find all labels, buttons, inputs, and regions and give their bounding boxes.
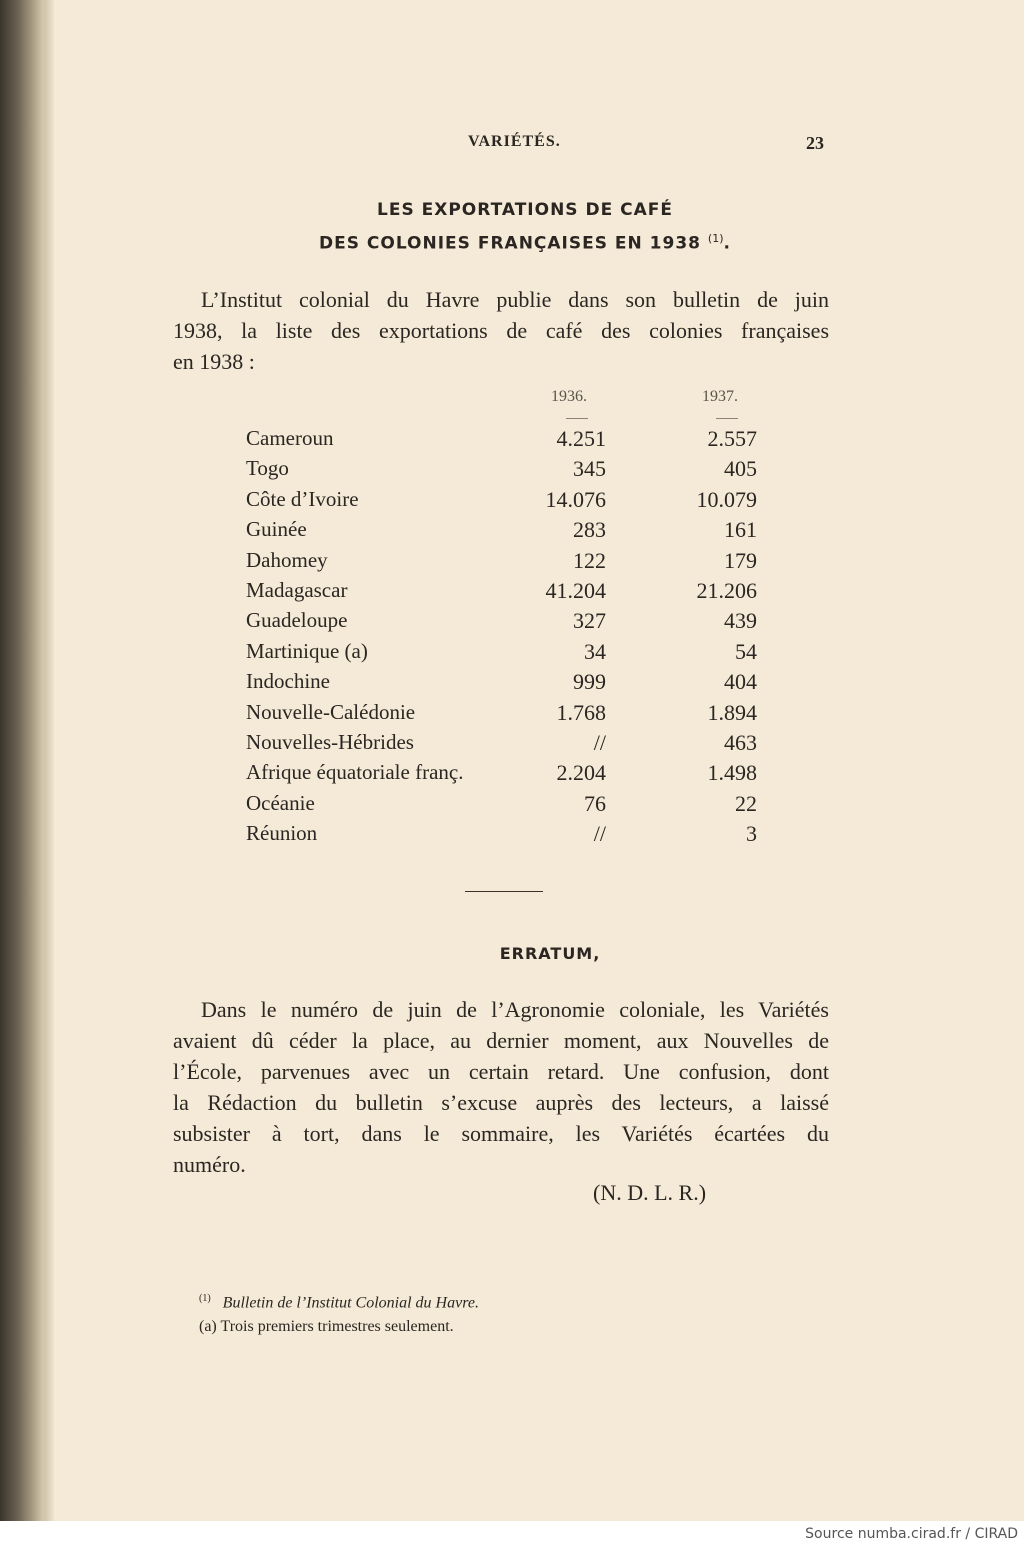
value-1936: 34 [584, 638, 606, 664]
column-header-1936: 1936. [551, 388, 587, 405]
footnote-a-mark: (a) [199, 1318, 217, 1335]
value-1936: // [593, 821, 606, 847]
value-1936: 41.204 [545, 578, 606, 603]
erratum-title: ERRATUM, [499, 944, 601, 963]
editorial-signature: (N. D. L. R.) [593, 1180, 707, 1205]
table-row [0, 760, 1024, 790]
section-divider [465, 891, 543, 892]
footnote-1-mark: (1) [199, 1293, 211, 1304]
colony-name [246, 760, 503, 785]
table-row [0, 487, 1024, 517]
colony-label: Océanie [246, 790, 315, 815]
colony-label: Réunion [246, 821, 318, 846]
colony-name [246, 426, 503, 451]
colony-label: Martinique (a) [246, 638, 368, 663]
header-rule-1936 [566, 418, 588, 419]
colony-name [246, 608, 503, 633]
table-row [0, 548, 1024, 578]
erratum-line-4: la Rédaction du bulletin s’excuse auprès des lecteurs, a laissé [173, 1090, 829, 1115]
value-1936: 1.768 [556, 699, 606, 725]
article-title-line-2 [200, 232, 850, 254]
colony-name [246, 700, 503, 725]
value-1937: 10.079 [696, 486, 757, 512]
running-head: VARIÉTÉS. [468, 133, 561, 150]
table-row [0, 517, 1024, 547]
colony-label: Dahomey [246, 547, 328, 572]
footnote-1-text: Bulletin de l’Institut Colonial du Havre. [222, 1294, 479, 1312]
colony-name [246, 487, 503, 512]
intro-line-2: 1938, la liste des exportations de café des colonies françaises [173, 318, 829, 343]
erratum-line-3: l’École, parvenues avec un certain retard. Une confusion, dont [173, 1059, 829, 1084]
page-number: 23 [806, 133, 824, 153]
value-1936: 122 [573, 547, 606, 573]
colony-label: Afrique équatoriale franç. [246, 760, 464, 785]
column-header-1937: 1937. [702, 388, 738, 405]
value-1936: 4.251 [556, 426, 606, 451]
article-title-line-1: LES EXPORTATIONS DE CAFÉ [377, 200, 673, 220]
colony-name [246, 548, 503, 573]
colony-name [246, 517, 503, 542]
table-row [0, 578, 1024, 608]
table-row [0, 791, 1024, 821]
value-1936: // [593, 730, 606, 755]
colony-name [246, 456, 503, 481]
colony-label: Togo [246, 456, 289, 481]
colony-name [246, 639, 503, 664]
colony-label: Côte d’Ivoire [246, 486, 359, 511]
colony-name [246, 730, 503, 755]
erratum-line-1 [173, 994, 829, 1025]
erratum-line-6: numéro. [173, 1152, 246, 1177]
article-title-text: DES COLONIES FRANÇAISES EN 1938 [319, 233, 701, 254]
table-row [0, 821, 1024, 851]
value-1937: 463 [724, 730, 757, 755]
footnote-a [199, 1318, 454, 1336]
footnote-1 [199, 1293, 479, 1312]
value-1936: 14.076 [545, 486, 606, 512]
table-row [0, 608, 1024, 638]
colony-label: Nouvelles-Hébrides [246, 730, 414, 754]
value-1936: 283 [573, 517, 606, 543]
source-credit: Source numba.cirad.fr / CIRAD [805, 1526, 1018, 1542]
colony-label: Guadeloupe [246, 608, 348, 633]
value-1936: 327 [573, 608, 606, 634]
erratum-text-1: Dans le numéro de juin de l’Agronomie coloniale, les Variétés [201, 997, 829, 1022]
colony-label: Madagascar [246, 578, 348, 602]
table-row [0, 730, 1024, 760]
colony-name [246, 669, 503, 694]
value-1937: 1.498 [707, 760, 757, 786]
erratum-line-5: subsister à tort, dans le sommaire, les Variétés écartées du [173, 1121, 829, 1146]
footnote-a-text: Trois premiers trimestres seulement. [220, 1318, 454, 1335]
table-row [0, 426, 1024, 456]
value-1936: 345 [573, 456, 606, 482]
table-row [0, 456, 1024, 486]
value-1937: 3 [746, 821, 757, 847]
colony-name [246, 578, 503, 603]
value-1936: 76 [584, 790, 606, 816]
value-1937: 179 [724, 547, 757, 573]
header-rule-1937 [716, 418, 738, 419]
value-1937: 161 [724, 517, 757, 543]
colony-label: Nouvelle-Calédonie [246, 699, 416, 724]
value-1937: 21.206 [696, 578, 757, 603]
value-1937: 54 [735, 638, 757, 664]
table-row [0, 669, 1024, 699]
colony-label: Cameroun [246, 426, 334, 450]
title-footnote-ref: (1) [707, 232, 724, 245]
erratum-line-2: avaient dû céder la place, au dernier moment, aux Nouvelles de [173, 1028, 829, 1053]
intro-line-3: en 1938 : [173, 349, 255, 374]
table-row [0, 639, 1024, 669]
value-1937: 439 [724, 608, 757, 634]
colony-label: Guinée [246, 517, 307, 542]
value-1937: 2.557 [707, 426, 757, 451]
value-1937: 405 [724, 456, 757, 482]
value-1937: 1.894 [707, 699, 757, 725]
colony-name [246, 791, 503, 816]
value-1936: 999 [573, 669, 606, 695]
colony-label: Indochine [246, 669, 330, 694]
intro-line-1: L’Institut colonial du Havre publie dans son bulletin de juin [201, 287, 829, 312]
value-1937: 404 [724, 669, 757, 695]
value-1937: 22 [735, 790, 757, 816]
value-1936: 2.204 [556, 760, 606, 786]
table-row [0, 700, 1024, 730]
title-period: . [723, 233, 731, 254]
colony-name [246, 821, 503, 846]
